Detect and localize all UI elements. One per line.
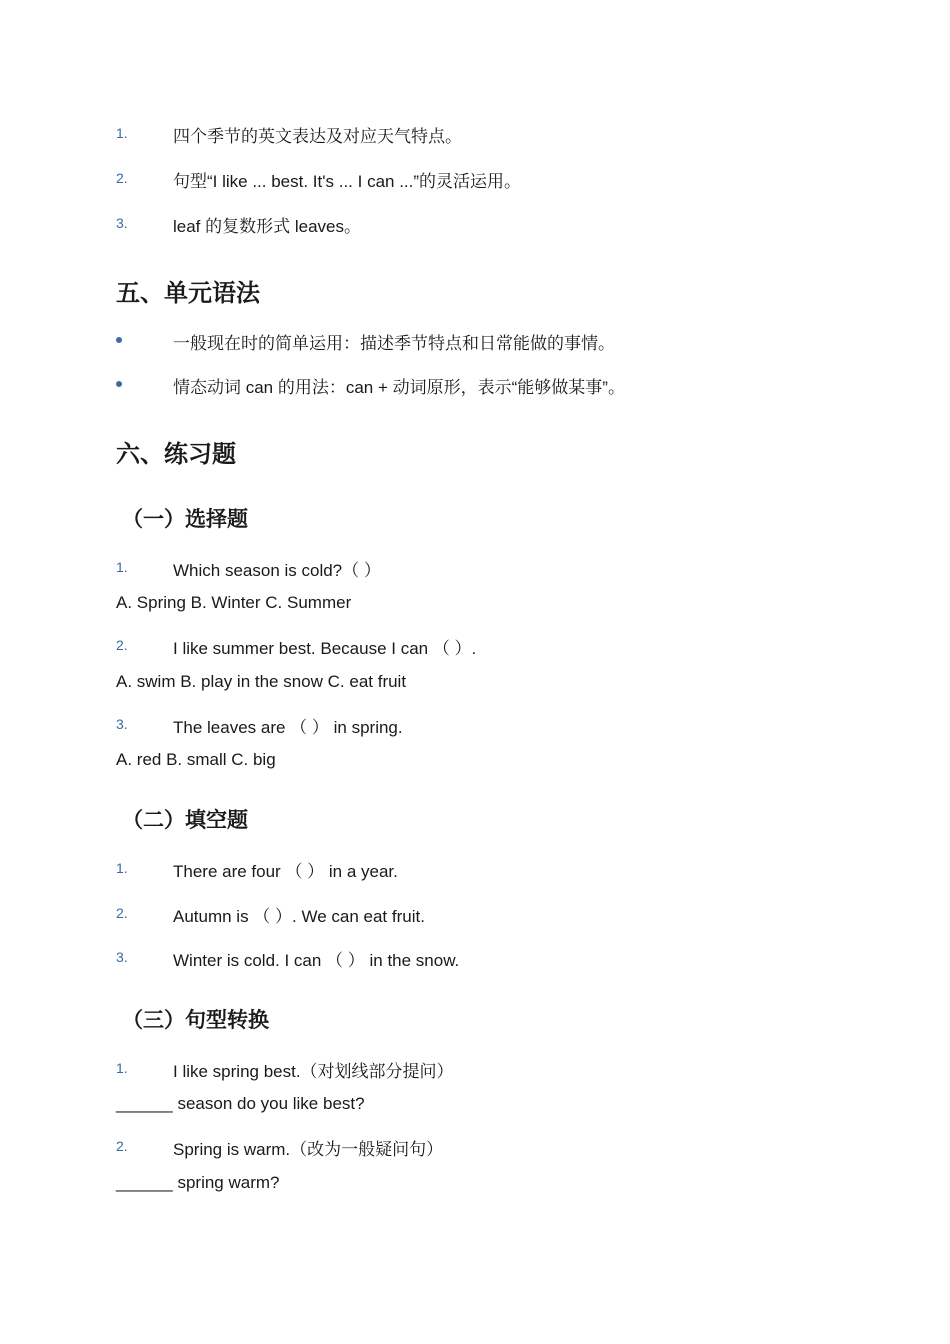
question-text: There are four （ ） in a year.: [173, 862, 398, 881]
question-text: Winter is cold. I can （ ） in the snow.: [173, 951, 460, 970]
list-number: 1.: [116, 860, 128, 876]
list-text: 四个季节的英文表达及对应天气特点。: [173, 127, 462, 146]
list-number: 2.: [116, 1138, 128, 1154]
question-text: I like spring best.（对划线部分提问）: [173, 1062, 454, 1081]
question-text: Autumn is （ ）. We can eat fruit.: [173, 907, 425, 926]
list-number: 2.: [116, 170, 128, 186]
answer-line: ______ spring warm?: [116, 1173, 280, 1192]
list-number: 3.: [116, 949, 128, 965]
list-text: 一般现在时的简单运用：描述季节特点和日常能做的事情。: [173, 334, 615, 353]
question-text: Spring is warm.（改为一般疑问句）: [173, 1140, 444, 1159]
question-text: I like summer best. Because I can （ ）.: [173, 639, 477, 658]
section-heading-exercises: 六、练习题: [116, 440, 236, 468]
list-text: 情态动词 can 的用法：can + 动词原形，表示“能够做某事”。: [173, 378, 625, 397]
list-text: leaf 的复数形式 leaves。: [173, 217, 361, 236]
list-number: 3.: [116, 215, 128, 231]
subsection-heading-fill: （二）填空题: [122, 808, 248, 832]
question-options: A. Spring B. Winter C. Summer: [116, 593, 352, 612]
list-number: 1.: [116, 125, 128, 141]
subsection-heading-transform: （三）句型转换: [122, 1008, 269, 1032]
list-text: 句型“I like ... best. It's ... I can ...”的灵活运用。: [173, 172, 522, 191]
list-number: 1.: [116, 559, 128, 575]
question-options: A. swim B. play in the snow C. eat fruit: [116, 672, 407, 691]
section-heading-grammar: 五、单元语法: [116, 279, 260, 307]
list-number: 2.: [116, 637, 128, 653]
question-text: Which season is cold?（ ）: [173, 561, 381, 580]
list-number: 1.: [116, 1060, 128, 1076]
bullet-icon: [116, 381, 122, 387]
list-number: 3.: [116, 716, 128, 732]
answer-line: ______ season do you like best?: [116, 1094, 365, 1113]
list-number: 2.: [116, 905, 128, 921]
bullet-icon: [116, 337, 122, 343]
question-text: The leaves are （ ） in spring.: [173, 718, 403, 737]
subsection-heading-choice: （一）选择题: [122, 507, 248, 531]
question-options: A. red B. small C. big: [116, 750, 276, 769]
